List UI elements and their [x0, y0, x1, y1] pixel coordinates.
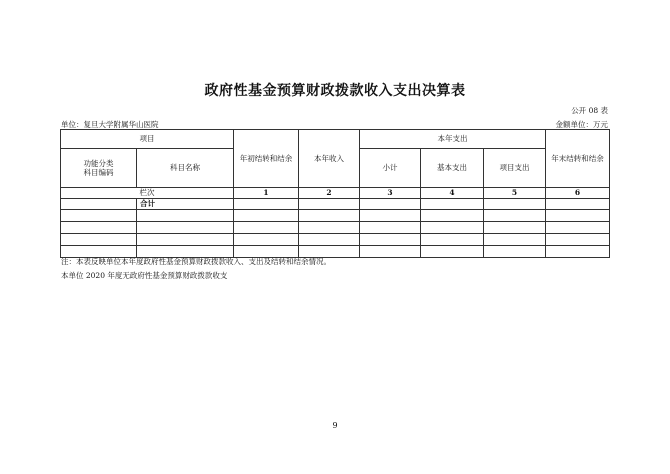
table-cell [299, 199, 360, 210]
index-col-2: 2 [299, 188, 360, 199]
table-cell [484, 222, 546, 234]
form-code: 公开 08 表 [571, 106, 608, 115]
header-row-1 [61, 130, 610, 149]
table-cell [360, 246, 421, 258]
table-cell [137, 210, 234, 222]
table-cell [360, 210, 421, 222]
header-basic-expense: 基本支出 [421, 149, 484, 188]
header-item: 项目 [61, 130, 234, 149]
table-row [61, 210, 610, 222]
reporting-unit: 单位：复旦大学附属华山医院 [61, 120, 159, 129]
budget-table [60, 129, 610, 258]
table-cell [61, 222, 137, 234]
index-col-1: 1 [234, 188, 299, 199]
table-cell [61, 234, 137, 246]
index-row [61, 188, 610, 199]
total-row [61, 199, 610, 210]
table-cell [421, 210, 484, 222]
table-cell [546, 234, 610, 246]
header-func-code [61, 149, 137, 188]
table-cell [546, 199, 610, 210]
table-cell [137, 222, 234, 234]
table-note: 注：本表反映单位本年度政府性基金预算财政拨款收入、支出及结转和结余情况。 [61, 257, 331, 266]
index-col-5: 5 [484, 188, 546, 199]
header-income: 本年收入 [299, 130, 360, 188]
table-cell [484, 199, 546, 210]
table-cell [421, 199, 484, 210]
func-code-line2: 科目编码 [83, 168, 114, 177]
header-project-expense: 项目支出 [484, 149, 546, 188]
table-cell [61, 210, 137, 222]
table-cell [546, 222, 610, 234]
table-cell [484, 234, 546, 246]
total-label: 合计 [137, 199, 234, 210]
header-subject-name: 科目名称 [137, 149, 234, 188]
table-row [61, 234, 610, 246]
index-col-3: 3 [360, 188, 421, 199]
table-cell [421, 234, 484, 246]
no-expense-statement: 本单位 2020 年度无政府性基金预算财政拨款收支 [61, 271, 228, 280]
header-end-balance: 年末结转和结余 [546, 130, 610, 188]
table-cell [421, 222, 484, 234]
index-col-4: 4 [421, 188, 484, 199]
table-cell [234, 222, 299, 234]
table-cell [421, 246, 484, 258]
header-expense: 本年支出 [360, 130, 546, 149]
table-cell [360, 222, 421, 234]
table-cell [360, 234, 421, 246]
page-number: 9 [332, 421, 338, 430]
table-cell [546, 246, 610, 258]
table-row [61, 222, 610, 234]
table-cell [299, 210, 360, 222]
table-cell [234, 199, 299, 210]
header-begin-balance: 年初结转和结余 [234, 130, 299, 188]
index-label: 栏次 [61, 188, 234, 199]
table-cell [484, 246, 546, 258]
header-subtotal: 小计 [360, 149, 421, 188]
func-code-line1: 功能分类 [83, 158, 114, 168]
table-cell [234, 234, 299, 246]
table-cell [137, 234, 234, 246]
table-cell [234, 210, 299, 222]
table-cell [299, 222, 360, 234]
table-cell [360, 199, 421, 210]
index-col-6: 6 [546, 188, 610, 199]
report-title: 政府性基金预算财政拨款收入支出决算表 [204, 83, 466, 99]
table-cell [546, 210, 610, 222]
amount-unit: 金额单位：万元 [555, 120, 608, 129]
table-cell [484, 210, 546, 222]
table-cell [299, 234, 360, 246]
table-cell [61, 199, 137, 210]
